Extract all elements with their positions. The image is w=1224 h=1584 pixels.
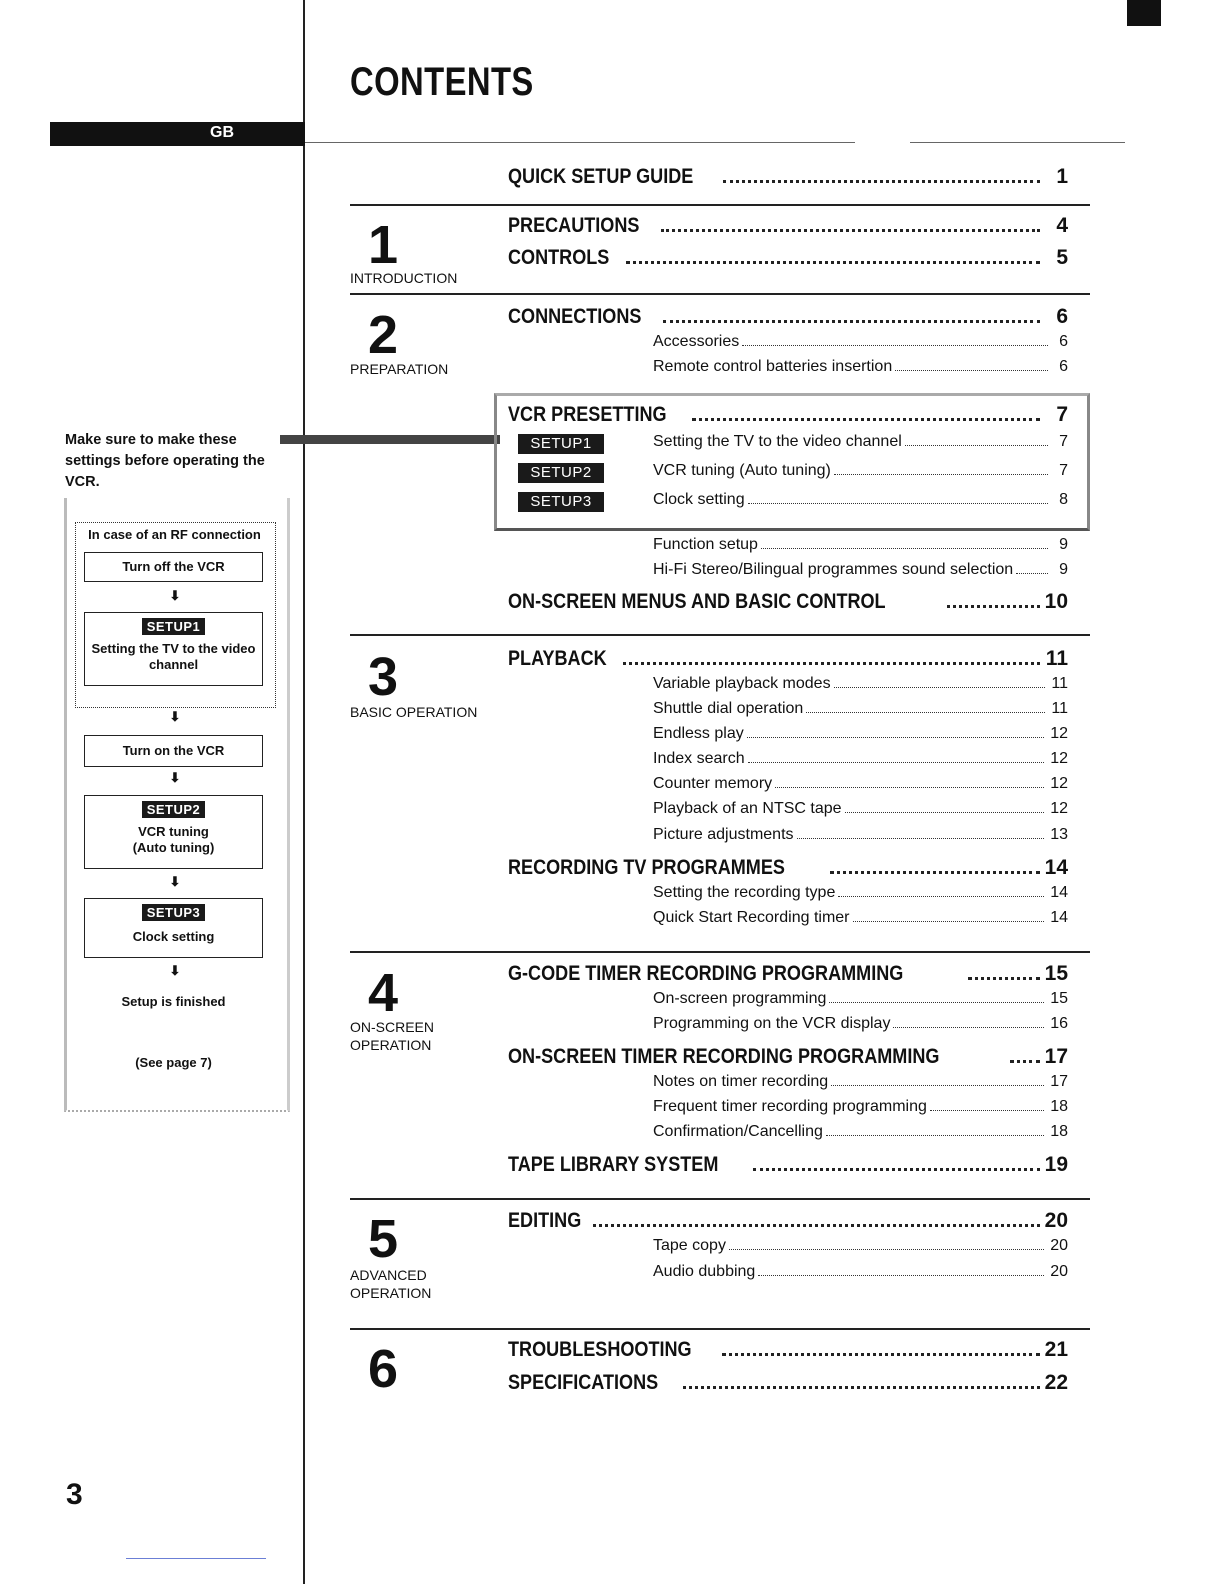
subentry-page: 12 [1050,750,1068,767]
toc-subentry[interactable] [653,1263,1068,1281]
leader-dots [838,896,1044,897]
leader-dots [834,687,1046,688]
entry-page: 6 [1056,305,1068,328]
header-rule [910,142,1125,143]
toc-subentry[interactable] [653,725,1068,743]
toc-subentry[interactable] [653,750,1068,768]
subentry-page: 14 [1050,884,1068,901]
leader-dots [797,838,1045,839]
toc-subentry[interactable] [653,1015,1068,1033]
leader-dots [623,662,1040,665]
toc-subentry[interactable] [653,675,1068,693]
arrow-down-icon: ⬇ [169,963,181,978]
setup-finished: Setup is finished [121,994,226,1009]
leader-dots [831,1085,1044,1086]
toc-subentry[interactable] [653,775,1068,793]
setup-note: Make sure to make these settings before operating the VCR. [65,432,265,490]
rf-connection-heading: In case of an RF connection [88,527,261,542]
setup3-badge: SETUP3 [142,904,206,921]
subentry-title: Audio dubbing [653,1263,756,1280]
setup2-badge: SETUP2 [518,463,604,483]
leader-dots [1016,573,1048,574]
section-rule [350,204,1090,206]
toc-entry[interactable] [508,962,1068,986]
bottom-underline [126,1558,266,1559]
leader-dots [806,712,1045,713]
entry-page: 1 [1056,165,1068,188]
subentry-title: Hi-Fi Stereo/Bilingual programmes sound selection [653,561,1014,578]
subentry-title: Accessories [653,333,740,350]
see-page-ref: (See page 7) [135,1055,212,1070]
entry-page: 19 [1044,1153,1068,1176]
toc-entry[interactable] [508,1338,1068,1362]
toc-entry[interactable] [508,1153,1068,1177]
subentry-title: Clock setting [653,491,745,508]
arrow-down-icon: ⬇ [169,588,181,603]
subentry-title: Tape copy [653,1237,726,1254]
section-number: 1 [368,215,399,275]
entry-title: PRECAUTIONS [508,214,640,237]
toc-entry[interactable] [508,1209,1068,1233]
setup2-text: VCR tuning (Auto tuning) [132,824,215,855]
vertical-divider [303,0,305,1584]
leader-dots [661,229,1040,232]
toc-subentry[interactable] [653,826,1068,844]
leader-dots [968,977,1040,980]
corner-mark [1127,0,1161,26]
setup3-text: Clock setting [132,929,215,944]
subentry-page: 12 [1050,800,1068,817]
toc-subentry[interactable] [653,536,1068,554]
leader-dots [775,787,1044,788]
subentry-page: 15 [1050,990,1068,1007]
section-rule [350,634,1090,636]
subentry-page: 18 [1050,1098,1068,1115]
subentry-page: 20 [1050,1263,1068,1280]
entry-page: 20 [1044,1209,1068,1232]
section-rule [350,1328,1090,1330]
subentry-page: 11 [1051,675,1068,692]
section-rule [350,293,1090,295]
arrow-down-icon: ⬇ [169,770,181,785]
subentry-page: 16 [1050,1015,1068,1032]
subentry-page: 7 [1059,462,1068,479]
toc-subentry[interactable] [653,800,1068,818]
entry-title: QUICK SETUP GUIDE [508,165,694,188]
toc-entry[interactable] [508,856,1068,880]
toc-subentry[interactable] [653,990,1068,1008]
subentry-title: VCR tuning (Auto tuning) [653,462,831,479]
subentry-page: 17 [1050,1073,1068,1090]
setup1-badge: SETUP1 [518,434,604,454]
section-label: BASIC OPERATION [350,704,478,720]
toc-subentry[interactable] [653,433,1068,451]
entry-title: VCR PRESETTING [508,403,667,426]
subentry-page: 20 [1050,1237,1068,1254]
leader-dots [826,1135,1044,1136]
subentry-page: 12 [1050,775,1068,792]
entry-title: RECORDING TV PROGRAMMES [508,856,785,879]
toc-subentry[interactable] [653,1123,1068,1141]
toc-subentry[interactable] [653,1098,1068,1116]
leader-dots [761,548,1048,549]
leader-dots [723,180,1040,183]
subentry-title: Playback of an NTSC tape [653,800,842,817]
section-label: ON-SCREEN OPERATION [350,1019,435,1053]
subentry-title: Frequent timer recording programming [653,1098,927,1115]
leader-dots [830,871,1040,874]
page-title: CONTENTS [350,60,534,104]
callout-connector [280,435,500,444]
entry-title: TAPE LIBRARY SYSTEM [508,1153,719,1176]
leader-dots [742,345,1048,346]
subentry-page: 9 [1059,536,1068,553]
entry-page: 11 [1045,647,1068,670]
subentry-title: Variable playback modes [653,675,831,692]
subentry-title: Index search [653,750,745,767]
subentry-page: 7 [1059,433,1068,450]
subentry-title: Counter memory [653,775,773,792]
leader-dots [829,1002,1044,1003]
subentry-title: Endless play [653,725,744,742]
toc-subentry[interactable] [653,462,1068,480]
toc-entry[interactable] [508,1371,1068,1395]
entry-title: ON-SCREEN MENUS AND BASIC CONTROL [508,590,886,613]
toc-entry[interactable] [508,1045,1068,1069]
toc-entry[interactable] [508,246,1068,270]
section-number: 4 [368,963,399,1023]
subentry-page: 18 [1050,1123,1068,1140]
entry-page: 5 [1056,246,1068,269]
section-label: ADVANCED OPERATION [350,1267,432,1301]
subentry-title: Quick Start Recording timer [653,909,850,926]
toc-entry[interactable] [508,647,1068,671]
section-label: PREPARATION [350,361,449,377]
entry-page: 4 [1056,214,1068,237]
entry-page: 17 [1044,1045,1068,1068]
leader-dots [930,1110,1044,1111]
entry-title: SPECIFICATIONS [508,1371,659,1394]
subentry-title: Function setup [653,536,758,553]
entry-page: 7 [1056,403,1068,426]
subentry-page: 9 [1059,561,1068,578]
entry-title: CONNECTIONS [508,305,642,328]
subentry-title: Confirmation/Cancelling [653,1123,823,1140]
section-rule [350,951,1090,953]
leader-dots [1010,1060,1040,1063]
subentry-title: On-screen programming [653,990,827,1007]
toc-subentry[interactable] [653,1237,1068,1255]
toc-entry[interactable] [508,403,1068,427]
entry-page: 10 [1044,590,1068,613]
leader-dots [748,762,1045,763]
subentry-title: Remote control batteries insertion [653,358,893,375]
leader-dots [663,320,1040,323]
toc-subentry[interactable] [653,491,1068,509]
leader-dots [722,1353,1041,1356]
leader-dots [593,1224,1040,1227]
leader-dots [729,1249,1044,1250]
step-turn-on-label: Turn on the VCR [122,743,225,758]
subentry-page: 13 [1050,826,1068,843]
entry-title: CONTROLS [508,246,610,269]
language-bar [50,122,305,146]
header-rule [305,142,855,143]
section-number: 3 [368,647,399,707]
toc-entry[interactable] [508,305,1068,329]
leader-dots [753,1168,1040,1171]
entry-page: 22 [1044,1371,1068,1394]
toc-subentry[interactable] [653,700,1068,718]
section-rule [350,1198,1090,1200]
step-turn-on [84,735,263,767]
subentry-title: Shuttle dial operation [653,700,804,717]
section-number: 6 [368,1339,399,1399]
page-number: 3 [66,1478,83,1511]
subentry-page: 8 [1059,491,1068,508]
subentry-page: 6 [1059,333,1068,350]
setup1-text: Setting the TV to the video channel [91,641,256,672]
subentry-page: 12 [1050,725,1068,742]
leader-dots [893,1027,1044,1028]
subentry-title: Picture adjustments [653,826,794,843]
subentry-title: Notes on timer recording [653,1073,829,1090]
leader-dots [947,605,1040,608]
subentry-page: 6 [1059,358,1068,375]
section-number: 5 [368,1209,399,1269]
subentry-title: Programming on the VCR display [653,1015,891,1032]
toc-subentry[interactable] [653,1073,1068,1091]
arrow-down-icon: ⬇ [169,874,181,889]
leader-dots [834,474,1048,475]
step-setup2 [84,795,263,869]
step-setup1 [84,612,263,686]
entry-page: 14 [1044,856,1068,879]
step-setup3 [84,898,263,958]
leader-dots [683,1386,1040,1389]
toc-subentry[interactable] [653,561,1068,579]
leader-dots [748,503,1048,504]
toc-subentry[interactable] [653,884,1068,902]
arrow-down-icon: ⬇ [169,709,181,724]
leader-dots [758,1275,1044,1276]
leader-dots [905,445,1048,446]
section-number: 2 [368,305,399,365]
entry-title: TROUBLESHOOTING [508,1338,692,1361]
toc-entry[interactable] [508,214,1068,238]
step-turn-off [84,552,263,582]
entry-page: 21 [1044,1338,1068,1361]
subentry-title: Setting the recording type [653,884,836,901]
toc-entry-quick-setup[interactable] [508,165,1068,189]
subentry-title: Setting the TV to the video channel [653,433,902,450]
entry-title: G-CODE TIMER RECORDING PROGRAMMING [508,962,904,985]
toc-entry[interactable] [508,590,1068,614]
entry-title: EDITING [508,1209,582,1232]
language-badge: GB [210,124,234,141]
toc-subentry[interactable] [653,358,1068,376]
leader-dots [853,921,1045,922]
toc-subentry[interactable] [653,909,1068,927]
leader-dots [895,370,1048,371]
setup3-badge: SETUP3 [518,492,604,512]
leader-dots [692,418,1040,421]
setup1-badge: SETUP1 [142,618,206,635]
step-turn-off-label: Turn off the VCR [122,559,225,574]
toc-subentry[interactable] [653,333,1068,351]
subentry-page: 11 [1051,700,1068,717]
setup2-badge: SETUP2 [142,801,206,818]
entry-page: 15 [1044,962,1068,985]
entry-title: PLAYBACK [508,647,607,670]
entry-title: ON-SCREEN TIMER RECORDING PROGRAMMING [508,1045,940,1068]
leader-dots [626,261,1040,264]
subentry-page: 14 [1050,909,1068,926]
leader-dots [747,737,1044,738]
section-label: INTRODUCTION [350,270,458,286]
leader-dots [845,812,1045,813]
